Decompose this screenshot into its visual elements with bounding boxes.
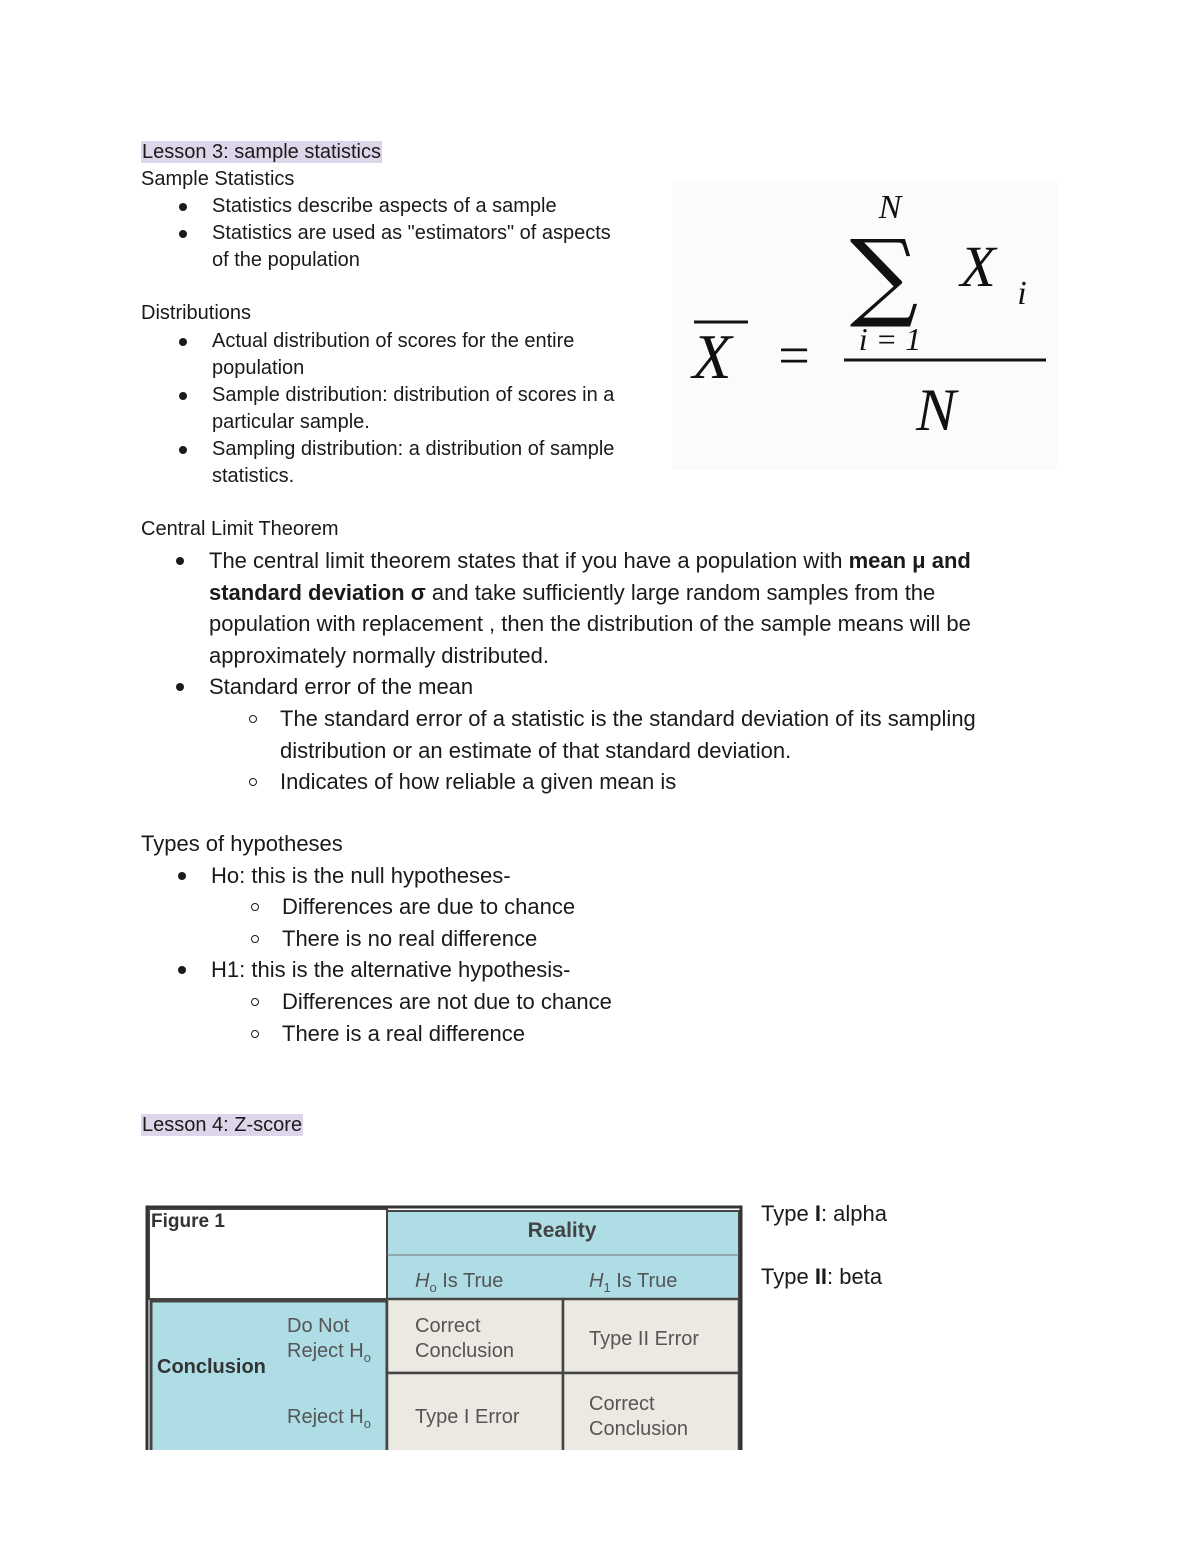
list-item: H1: this is the alternative hypothesis- xyxy=(211,954,571,986)
hypotheses-sublist-h1 xyxy=(282,986,612,1049)
cell-type-ii-label: Type II Error xyxy=(589,1328,700,1350)
list-item: The standard error of a statistic is the standard deviation of its sampling xyxy=(280,703,1060,735)
sample-statistics-title: Sample Statistics xyxy=(141,168,295,190)
figure-label: Figure 1 xyxy=(151,1211,225,1232)
decision-table xyxy=(145,1205,743,1450)
reality-label: Reality xyxy=(527,1219,597,1242)
hypotheses-sublist-h0 xyxy=(282,891,575,954)
reject-label: Reject $H_o$ xyxy=(287,1406,371,1431)
conclusion-label: Conclusion xyxy=(157,1356,266,1378)
formula-subscript: i xyxy=(1017,275,1027,312)
formula-equals: = xyxy=(778,325,810,387)
clt-list xyxy=(209,545,1049,703)
formula-upper-limit: N xyxy=(878,189,902,226)
list-item-continuation: approximately normally distributed. xyxy=(209,642,549,668)
list-item: Differences are due to chance xyxy=(282,891,575,923)
cell-correct-2-line2: Conclusion xyxy=(589,1418,688,1440)
formula-lhs: X xyxy=(692,321,732,392)
type-ii-note: Type II: beta xyxy=(761,1264,883,1289)
list-item: Standard error of the mean xyxy=(209,671,1049,703)
hypothesis-decision-figure xyxy=(145,1205,743,1450)
list-item-continuation: population with replacement , then the distribution of the sample means will be xyxy=(209,611,971,636)
list-item: Sample distribution: distribution of scores in a xyxy=(212,382,614,409)
clt-title: Central Limit Theorem xyxy=(141,518,339,540)
list-item: The central limit theorem states that if you have a population with mean μ and xyxy=(209,545,1049,577)
cell-correct-1-line1: Correct xyxy=(415,1315,481,1337)
hypotheses-list-h1 xyxy=(211,954,571,986)
hypotheses-title: Types of hypotheses xyxy=(141,831,343,856)
distributions-list xyxy=(212,328,614,490)
formula-lower-limit: i = 1 xyxy=(858,321,922,357)
formula-denominator: N xyxy=(915,377,957,443)
list-item: Statistics describe aspects of a sample xyxy=(212,193,611,220)
cell-correct-1-line2: Conclusion xyxy=(415,1340,514,1362)
sample-statistics-list xyxy=(212,193,611,274)
list-item-continuation: statistics. xyxy=(212,465,295,487)
formula-term: X xyxy=(960,234,996,299)
list-item-continuation: population xyxy=(212,357,305,379)
sample-mean-formula xyxy=(672,180,1057,470)
list-item: Actual distribution of scores for the entire xyxy=(212,328,614,355)
list-item: Statistics are used as "estimators" of aspects xyxy=(212,220,611,247)
list-item: Ho: this is the null hypotheses- xyxy=(211,860,511,892)
type-i-note: Type I: alpha xyxy=(761,1201,887,1226)
list-item: There is a real difference xyxy=(282,1018,612,1050)
formula-graphic xyxy=(672,180,1057,470)
h1-true-label: $H_1$ Is True xyxy=(589,1270,678,1295)
hypotheses-list-h0 xyxy=(211,860,511,892)
list-item: Sampling distribution: a distribution of sample xyxy=(212,436,614,463)
list-item-continuation: distribution or an estimate of that standard deviation. xyxy=(280,737,792,763)
list-item: Indicates of how reliable a given mean is xyxy=(280,766,1060,798)
do-not-reject-label-1: Do Not xyxy=(287,1315,350,1337)
h0-true-label: $H_o$ Is True xyxy=(415,1270,504,1295)
formula-sigma: ∑ xyxy=(849,219,919,331)
distributions-title: Distributions xyxy=(141,302,252,324)
cell-type-i-label: Type I Error xyxy=(415,1406,520,1428)
list-item-continuation: of the population xyxy=(212,249,360,271)
lesson4-heading: Lesson 4: Z-score xyxy=(142,1114,303,1136)
list-item: Differences are not due to chance xyxy=(282,986,612,1018)
do-not-reject-label-2: Reject $H_o$ xyxy=(287,1340,371,1365)
list-item: There is no real difference xyxy=(282,923,575,955)
list-item-continuation: particular sample. xyxy=(212,411,370,433)
list-item-continuation: standard deviation σ and take sufficiently large random samples from the xyxy=(209,579,936,605)
clt-sublist xyxy=(280,703,1060,798)
cell-correct-2-line1: Correct xyxy=(589,1393,655,1415)
lesson3-heading: Lesson 3: sample statistics xyxy=(142,141,381,163)
